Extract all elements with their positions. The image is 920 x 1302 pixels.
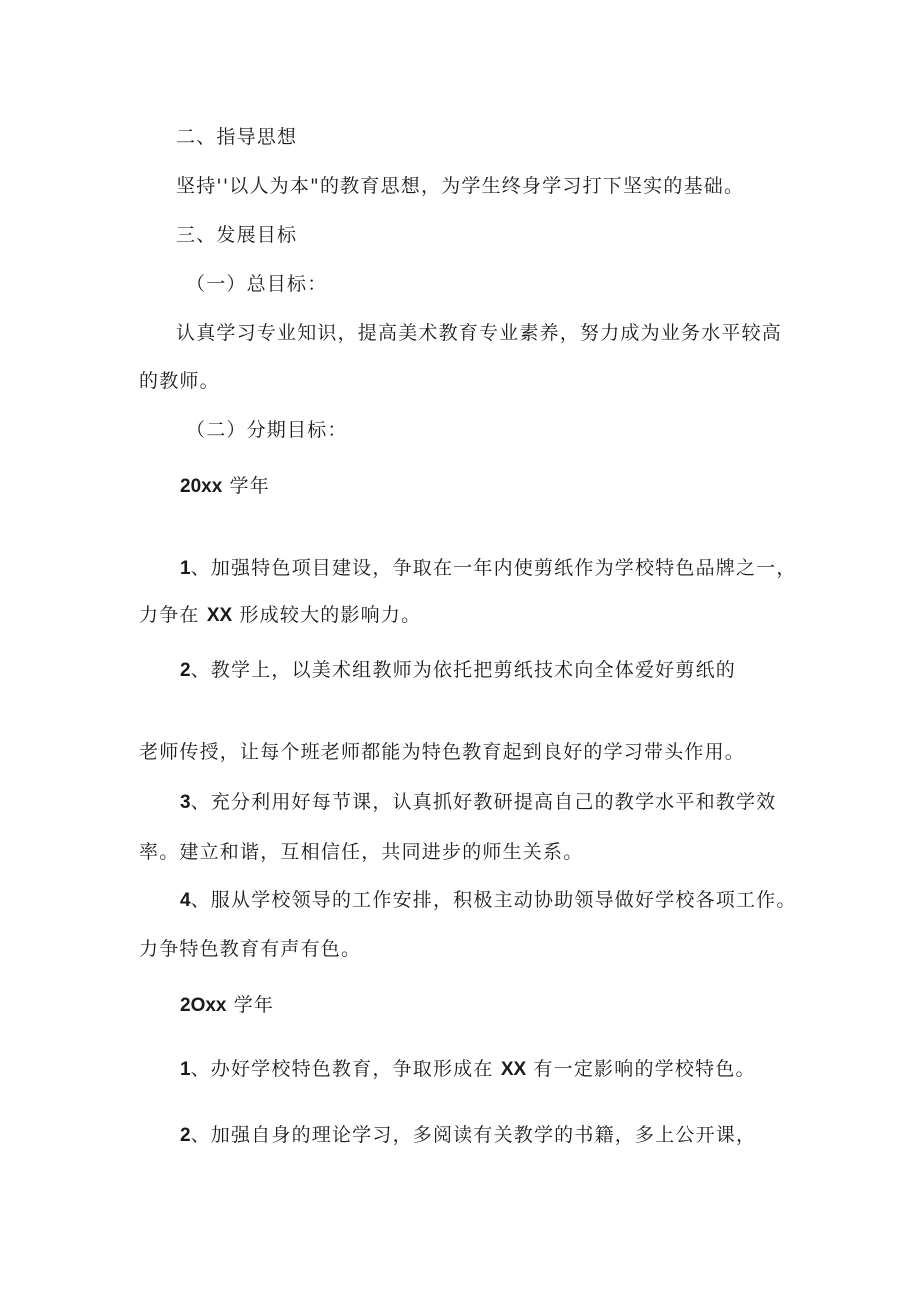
overall-goal-text-line-1: 认真学习专业知识，提高美术教育专业素养，努力成为业务水平较高 xyxy=(176,322,783,344)
year1-item-1-number: 1 xyxy=(180,558,191,579)
year1-item-3-text: 、充分利用好每节课，认真抓好教研提高自己的教学水平和教学效 xyxy=(190,791,777,813)
year1-item-4-number: 4 xyxy=(180,890,191,911)
year1-item-4-line-2: 力争特色教育有声有色。 xyxy=(139,938,362,960)
year1-item-1-line-2-pre: 力争在 xyxy=(139,604,200,626)
year1-item-2-text: 、教学上，以美术组教师为依托把剪纸技术向全体爱好剪纸的 xyxy=(190,659,736,681)
year2-item-1-number: 1 xyxy=(180,1059,191,1080)
year1-heading xyxy=(180,474,270,499)
guiding-ideology-text: 坚持''以人为本"的教育思想，为学生终身学习打下坚实的基础。 xyxy=(176,175,745,197)
year1-item-4-text: 、服从学校领导的工作安排，积极主动协助领导做好学校各项工作。 xyxy=(190,889,797,911)
year2-item-1-text-pre: 、办好学校特色教育，争取形成在 xyxy=(190,1058,494,1080)
year1-item-4-line-1 xyxy=(180,888,797,913)
year1-item-1-line-1 xyxy=(180,556,797,581)
year2-item-2-line-1 xyxy=(180,1123,756,1148)
year2-suffix: 学年 xyxy=(233,994,275,1016)
year1-item-1-text: 、加强特色项目建设，争取在一年内使剪纸作为学校特色品牌之一， xyxy=(190,557,797,579)
year1-item-2-line-2: 老师传授，让每个班老师都能为特色教育起到良好的学习带头作用。 xyxy=(139,741,746,763)
year1-item-3-number: 3 xyxy=(180,792,191,813)
overall-goal-label: （一）总目标： xyxy=(186,273,328,295)
year1-item-1-xx: XX xyxy=(206,605,233,626)
year1-prefix: 20xx xyxy=(180,476,223,497)
phase-goal-label: （二）分期目标： xyxy=(186,419,348,441)
year2-item-1-text-post: 有一定影响的学校特色。 xyxy=(533,1058,756,1080)
year1-item-3-line-1 xyxy=(180,790,776,815)
year2-item-1-xx: XX xyxy=(500,1059,527,1080)
year1-item-1-line-2-post: 形成较大的影响力。 xyxy=(239,604,422,626)
year1-item-2-line-1 xyxy=(180,658,736,683)
year1-suffix: 学年 xyxy=(229,475,270,497)
year2-item-2-number: 2 xyxy=(180,1125,191,1146)
year2-item-2-text: 、加强自身的理论学习，多阅读有关教学的书籍，多上公开课， xyxy=(190,1124,757,1146)
year1-item-2-number: 2 xyxy=(180,660,191,681)
year1-item-3-line-2: 率。建立和谐，互相信任，共同进步的师生关系。 xyxy=(139,841,584,863)
year2-item-1-line-1 xyxy=(180,1057,756,1082)
year2-heading xyxy=(180,993,274,1018)
year1-item-1-line-2 xyxy=(139,603,421,628)
year2-prefix: 2Oxx xyxy=(180,995,227,1016)
section-heading-development-goals: 三、发展目标 xyxy=(176,224,298,246)
overall-goal-text-line-2: 的教师。 xyxy=(139,370,220,392)
section-heading-guiding-ideology: 二、指导思想 xyxy=(176,126,298,148)
